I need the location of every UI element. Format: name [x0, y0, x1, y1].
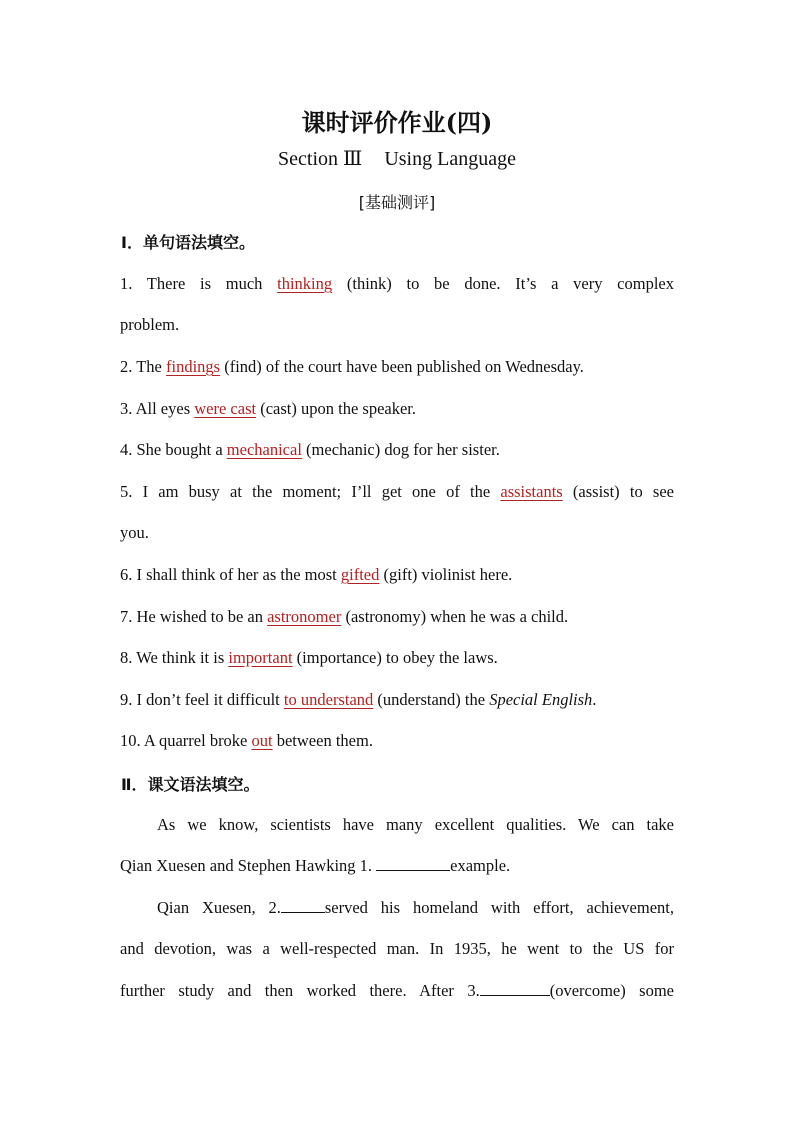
- question-6: 6. I shall think of her as the most gifted (gift) violinist here.: [120, 565, 513, 584]
- blank-2[interactable]: [281, 898, 325, 913]
- question-9: 9. I don’t feel it difficult to understand (understand) the Special English.: [120, 690, 597, 709]
- answer-5: assistants: [500, 482, 563, 501]
- question-1-cont: problem.: [120, 315, 180, 334]
- blank-3[interactable]: [480, 981, 550, 996]
- section-topic: Using Language: [384, 148, 516, 170]
- italic-title: Special English: [489, 690, 593, 709]
- question-5-cont: you.: [120, 523, 149, 542]
- section-subtitle: [0, 146, 794, 171]
- page-title: 课时评价作业(四): [301, 108, 493, 137]
- blank-1[interactable]: [376, 856, 450, 871]
- question-10: 10. A quarrel broke out between them.: [120, 731, 373, 750]
- question-5: 5. I am busy at the moment; I’ll get one of the assistants (assist) to see: [120, 482, 674, 501]
- question-4: 4. She bought a mechanical (mechanic) dog for her sister.: [120, 440, 500, 459]
- part2-heading: Ⅱ．课文语法填空。: [121, 775, 260, 794]
- answer-7: astronomer: [267, 607, 342, 626]
- part1-heading: Ⅰ．单句语法填空。: [121, 233, 255, 252]
- passage-line-5: further study and then worked there. After 3. (overcome) some: [120, 981, 674, 1000]
- passage-line-3: Qian Xuesen, 2. served his homeland with effort, achievement,: [157, 898, 674, 917]
- passage-line-4: and devotion, was a well-respected man. In 1935, he went to the US for: [120, 939, 674, 958]
- answer-9: to understand: [283, 690, 374, 709]
- question-3: 3. All eyes were cast (cast) upon the speaker.: [120, 399, 416, 418]
- question-2: 2. The findings (find) of the court have been published on Wednesday.: [120, 357, 584, 376]
- question-7: 7. He wished to be an astronomer (astronomy) when he was a child.: [120, 607, 569, 626]
- answer-4: mechanical: [226, 440, 302, 459]
- answer-3: were cast: [194, 399, 257, 418]
- question-8: 8. We think it is important (importance) to obey the laws.: [120, 648, 498, 667]
- passage-line-1: As we know, scientists have many excellent qualities. We can take: [157, 815, 674, 834]
- answer-10: out: [251, 731, 273, 750]
- answer-1: thinking: [277, 274, 333, 293]
- answer-6: gifted: [340, 565, 380, 584]
- assessment-tag: [基础测评]: [358, 193, 436, 212]
- section-number: Section Ⅲ: [278, 148, 363, 170]
- answer-2: findings: [165, 357, 221, 376]
- passage-line-2: Qian Xuesen and Stephen Hawking 1. example.: [120, 856, 511, 875]
- question-1: 1. There is much thinking (think) to be done. It’s a very complex: [120, 274, 674, 293]
- answer-8: important: [228, 648, 293, 667]
